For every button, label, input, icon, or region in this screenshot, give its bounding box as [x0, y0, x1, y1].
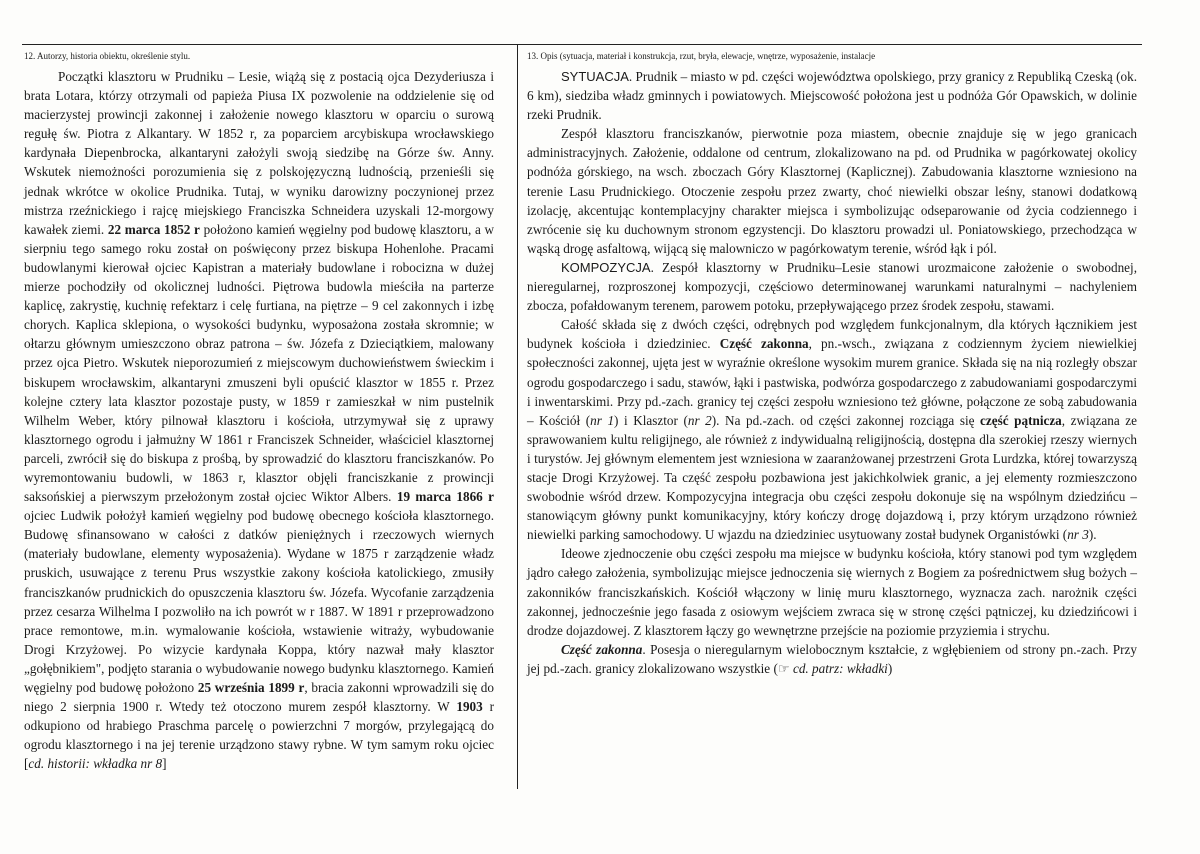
czesc-zakonna-text-2: ) [887, 660, 893, 676]
kompozycja-text: . Zespół klasztorny w Prudniku–Lesie stanowi urozmaicone założenie o swobodnej, nieregularnej, rozproszonej kompozycji, częściowo determinowanej warunkami naturalnymi – nachyleniem zbocza, pofałdowanym terenem, parowem potoku, przepływającego przez środek zespołu, stawami. [527, 259, 1137, 314]
history-text-3: ojciec Ludwik położył kamień węgielny pod budowę obecnego kościoła klasztornego. Budowę sfinansowano w całości z datków pieniężnych i rzeczowych wiernych (materiały budowlane, elementy wyposażenia). Wydane w 1875 r zarządzenie władz pruskich, usuwające z terenu Prus wszystkie zakony kościoła katolickiego, zmusiły franciszkanów prudnickich do opuszczenia klasztoru św. Józefa. Wycofanie zarządzenia przez cesarza Wilhelma I pozwoliło na ich powrót w r 1887. W 1891 r przeprowadzono prace remontowe, m.in. wymalowanie kościoła, wstawienie witraży, wybudowanie Drogi Krzyżowej. Po wizycie kardynała Koppa, który nazwał mały klasztor „gołębnikiem", podjęto starania o wybudowanie nowego budynku klasztornego. Kamień węgielny pod budowę położono [24, 508, 494, 695]
history-date-2: 19 marca 1866 r [396, 489, 494, 505]
kompozycja-label: KOMPOZYCJA [561, 259, 651, 275]
sytuacja-paragraph [527, 67, 1137, 124]
history-text-1: Początki klasztoru w Prudniku – Lesie, wiążą się z postacią ojca Dezyderiusza i brata Lotara, którzy otrzymali od papieża Piusa IX pozwolenie na oddzielenie się od macierzystej prowincji zakonnej i założenie nowego klasztoru w oparciu o surową regułę św. Piotra z Alkantary. W 1852 r, za poparciem arcybiskupa wrocławskiego kardynała Diepenbrocka, alkantaryni założyli swoją siedzibę na Górze św. Anny. Wskutek niemożności porozumienia się z polskojęzyczną ludnością, przenieśli się jednak wkrótce w okolice Prudnika. Tutaj, w wyniku darowizny poczynionej przez mistrza rzeźnickiego i rajcę miejskiego Franciszka Schneidera uzyskali 12-morgowy kawałek ziemi. [24, 69, 494, 237]
section-13-header: 13. Opis (sytuacja, materiał i konstrukcja, rzut, bryła, elewacje, wnętrze, wyposażenie, instalacje [527, 51, 876, 61]
top-rule [22, 44, 1142, 45]
calosc-paragraph [527, 315, 1137, 544]
sytuacja-label: SYTUACJA [561, 69, 629, 84]
czesc-zakonna-text-1: . Posesja o nieregularnym wielobocznym kształcie, z wgłębieniem od strony pn.-zach. Przy jej pd.-zach. granicy zlokalizowano wszystkie ( [527, 641, 1137, 676]
section-12-header: 12. Autorzy, historia obiektu, określenie stylu. [24, 51, 191, 61]
kompozycja-paragraph [527, 258, 1137, 315]
calosc-bold-zakonna: Część zakonna [719, 336, 809, 352]
calosc-ref-nr3: nr 3 [1067, 527, 1089, 543]
calosc-ref-nr2: nr 2 [687, 412, 712, 428]
zespol-paragraph: Zespół klasztoru franciszkanów, pierwotnie poza miastem, obecnie znajduje się w jego granicach administracyjnych. Założenie, oddalone od centrum, zlokalizowano na pd. od Prudnika w pagórkowatej okolicy podnóża górskiego, na wsch. zboczach Góry Klasztornej (Kaplicznej). Zabudowania klasztorne wzniesiono na terenie Lasu Prudnickiego. Otoczenie zespołu przez zwarty, choć niewielki obszar leśny, stanowi dodatkową izolację, akcentując kontemplacyjny charakter miejsca i symbolizując odseparowanie od życia codziennego i zwrócenie się ku duchownym stronom egzystencji. Do klasztoru prowadzi ul. Poniatowskiego, przechodząca w wąską drogę asfaltową, wijącą się malowniczo w pagórkowatym terenie, wśród łąk i pól. [527, 126, 1137, 256]
history-date-3: 25 września 1899 r [197, 680, 305, 695]
history-continuation-ref: cd. historii: wkładka nr 8 [28, 756, 163, 772]
ideowe-paragraph: Ideowe zjednoczenie obu części zespołu ma miejsce w budynku kościoła, który stanowi pod tym względem jądro całego założenia, symbolizując miejsce jednoczenia się wiernych z Bogiem za pośrednictwem sług bożych – zakonników franciszkańskich. Kościół włączony w linię muru klasztornego, wyznacza zach. narożnik części zakonnej, jednocześnie jego fasada z osiowym wejściem zwraca się w stronę części pątniczej, ku dziedzińcowi i drodze dojazdowej. Z klasztorem łączy go wewnętrzne przejście na poziomie przyziemia i strychu. [527, 546, 1137, 638]
calosc-text-6: ). [1088, 527, 1097, 543]
calosc-text-5: , związana ze sprawowaniem kultu religijnego, ale również z indywidualną religijnością, dostępna dla szerokiej rzeszy wiernych i turystów. Jej głównym elementem jest wzniesiona w zaaranżowanej przestrzeni Grota Lurdzka, której towarzyszą stacje Drogi Krzyżowej. Ta część zespołu pozbawiona jest jakichkolwiek granic, a jej elementy rozmieszczono swobodnie wśród drzew. Kompozycyjna integracja obu części zespołu dokonuje się na wspólnym dziedzińcu – stanowiącym główny punkt komunikacyjny, który kończy drogę dojazdową i, przy którym urządzono również niewielki parking samochodowy. U wjazdu na dziedziniec usytuowany został budynek Organistówki ( [527, 412, 1137, 543]
calosc-text-2: , pn.-wsch., związana z codziennym życiem niewielkiej społeczności zakonnej, ujęta jest w wyraźnie określone wysokim murem granice. Składa się na nią rozległy obszar ogrodu gospodarczego i sadu, stawów, łąki i pastwiska, podwórza gospodarczego z zabudowaniami gospodarczymi i inwentarskimi. Przy pd.-zach. granicy tej części zespołu wzniesiono też główne, połączone ze sobą zabudowania – Kościół ( [527, 336, 1137, 428]
right-column [527, 50, 1137, 678]
pointing-hand-icon: ☞ [777, 660, 790, 676]
history-date-1: 22 marca 1852 r [107, 221, 200, 237]
czesc-zakonna-continuation-ref: cd. patrz: wkładki [789, 660, 888, 676]
calosc-ref-nr1: nr 1 [590, 412, 615, 428]
calosc-bold-patnicza: część pątnicza [980, 412, 1062, 428]
calosc-text-1: Całość składa się z dwóch części, odrębnych pod względem funkcjonalnym, dla których łącznikiem jest budynek kościoła i dziedziniec. [527, 317, 1137, 352]
history-text-6: ] [162, 756, 167, 772]
history-text-4: , bracia zakonni wprowadzili się do niego 2 sierpnia 1900 r. Wtedy też otoczono murem zespół klasztorny. W [24, 680, 494, 715]
czesc-zakonna-paragraph [527, 640, 1137, 678]
sytuacja-text: . Prudnik – miasto w pd. części województwa opolskiego, przy granicy z Republiką Czeską (ok. 6 km), siedziba władz gminnych i powiatowych. Miejscowość położona jest u podnóża Gór Opawskich, w dolinie rzeki Prudnik. [527, 69, 1137, 123]
history-text-2: położono kamień węgielny pod budowę klasztoru, a w sierpniu tego samego roku został on poświęcony przez biskupa Hohenlohe. Pracami budowlanymi kierował ojciec Kapistran a materiały budowlane i robocizna w dużej mierze pochodziły od okolicznej ludności. Piętrowa budowla mieściła na parterze kaplicę, zakrystię, kuchnię refektarz i celę furtiana, na piętrze – 9 cel zakonnych i izbę chorych. Kaplica sklepiona, o wysokości budynku, wyposażona została skromnie; w ołtarzu głównym umieszczono obraz patrona – św. Józefa z Dzieciątkiem, malowany przez ojca Pietro. Wskutek nieporozumień z miejscowym duchowieństwem świeckim i biskupem wrocławskim, alkantaryni zmuszeni byli opuścić klasztor w 1855 r. Przez kolejne cztery lata klasztor pozostaje pusty, w 1859 r zamieszkał w nim pustelnik Wilhelm Weber, który pilnował klasztoru i kościoła, utrzymywał się z uprawy klasztornego ogrodu i jałmużny W 1861 r Franciszek Schneider, właściciel klasztornej parceli, zwrócił się do biskupa z prośbą, by sprowadzić do klasztoru franciszkanów. Po wyremontowaniu budowli, w 1863 r, klasztor objęli franciszkanie z prowincji saksońskiej a pierwszym przełożonym został ojciec Wiktor Albers. [24, 221, 495, 505]
calosc-text-3: ) i Klasztor ( [614, 412, 688, 428]
left-column [24, 50, 494, 773]
column-divider [517, 44, 518, 789]
history-paragraph [24, 67, 494, 773]
czesc-zakonna-label: Część zakonna [561, 641, 643, 657]
document-sheet [22, 44, 1178, 814]
history-text-5: r odkupiono od hrabiego Praschma parcelę o powierzchni 7 morgów, przylegającą do ogrodu klasztornego i na jej terenie urządzono stawy rybne. W tym samym roku ojciec [ [24, 699, 494, 772]
history-date-4: 1903 [456, 699, 483, 715]
calosc-text-4: ). Na pd.-zach. od części zakonnej rozciąga się [711, 412, 981, 428]
